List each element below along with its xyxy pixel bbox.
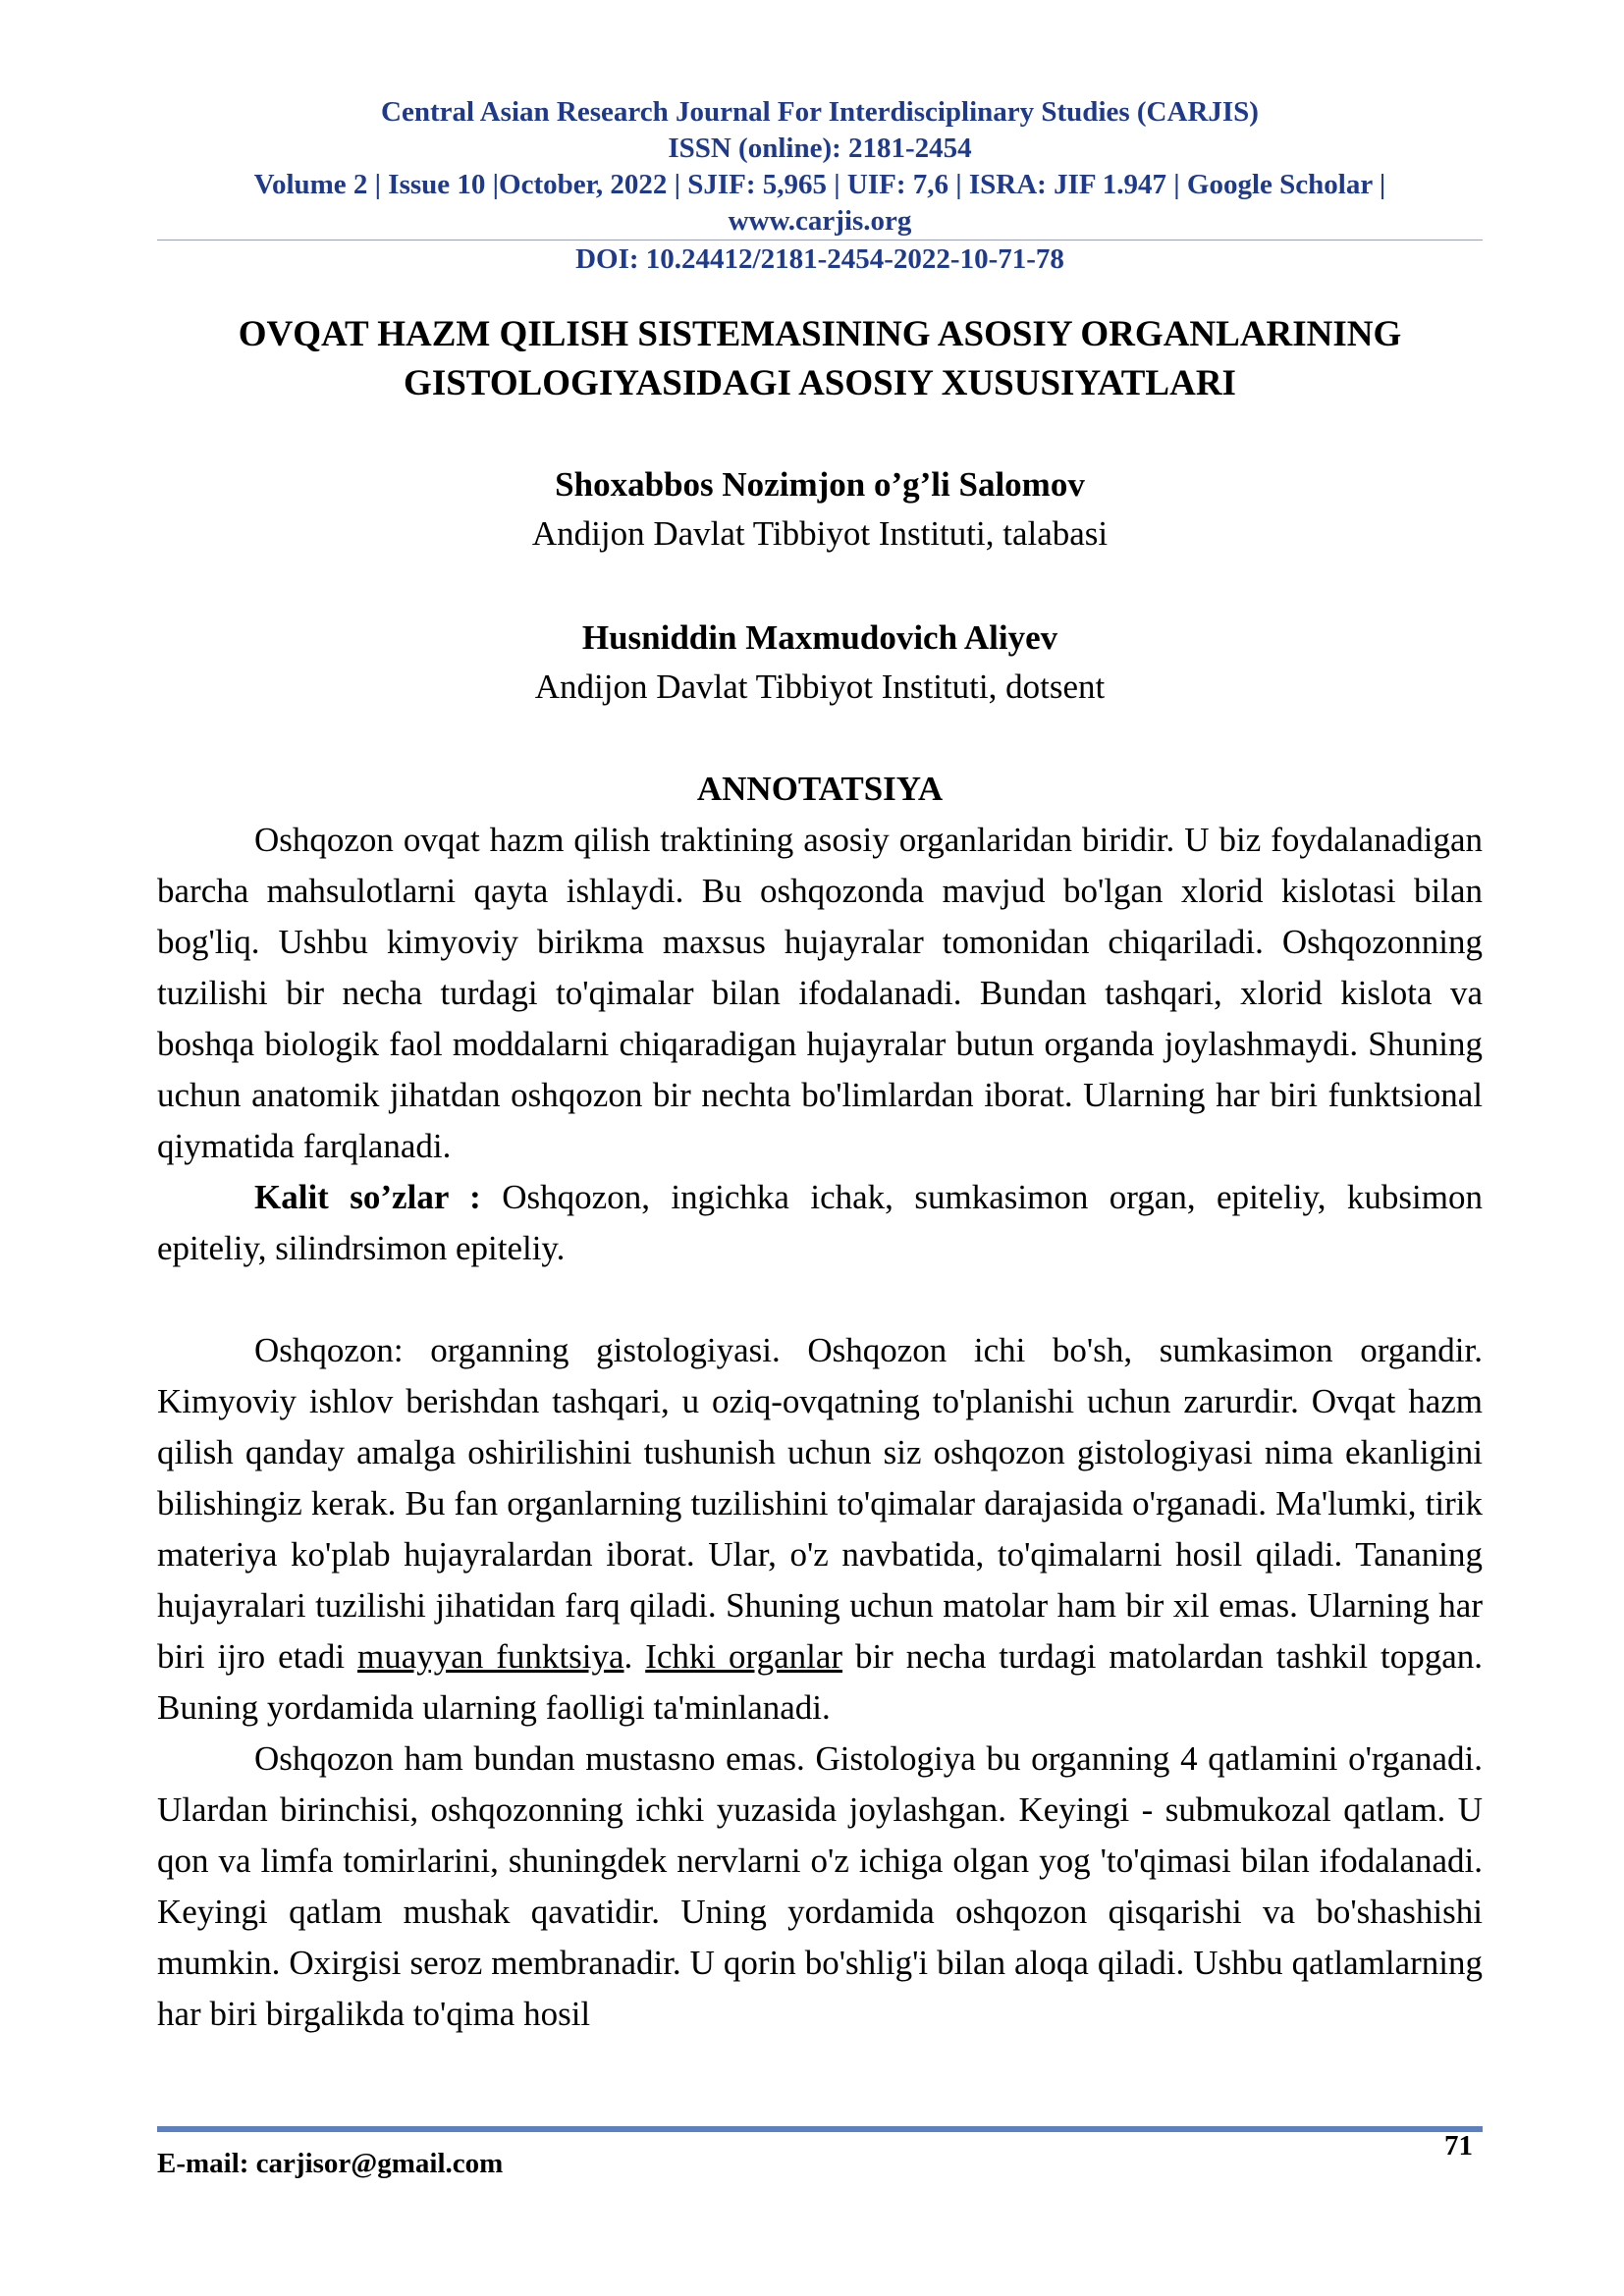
footer-divider xyxy=(157,2126,1483,2132)
keywords-paragraph xyxy=(157,1172,1483,1274)
title-line-2: GISTOLOGIYASIDAGI ASOSIY XUSUSIYATLARI xyxy=(404,363,1236,403)
doi[interactable]: DOI: 10.24412/2181-2454-2022-10-71-78 xyxy=(575,243,1064,275)
annotation-heading: ANNOTATSIYA xyxy=(696,770,944,808)
page-number: 71 xyxy=(1444,2130,1473,2162)
author-name: Husniddin Maxmudovich Aliyev xyxy=(581,618,1058,657)
title-line-1: OVQAT HAZM QILISH SISTEMASINING ASOSIY ORGANLARINING xyxy=(238,314,1402,354)
paper-body xyxy=(157,764,1483,2040)
paper-title xyxy=(157,310,1483,408)
keywords-list: Oshqozon, ingichka ichak, sumkasimon organ, epiteliy, kubsimon epiteliy, silindrsimon epiteliy. xyxy=(157,1178,1483,1267)
author-affiliation: Andijon Davlat Tibbiyot Instituti, dotsent xyxy=(534,667,1106,706)
author-name: Shoxabbos Nozimjon o’g’li Salomov xyxy=(555,465,1085,504)
author-1 xyxy=(157,460,1483,559)
link-ichki-organlar[interactable]: Ichki organlar xyxy=(645,1637,843,1676)
body-paragraph-1 xyxy=(157,1325,1483,1734)
author-2 xyxy=(157,614,1483,712)
paragraph-text: . xyxy=(623,1637,646,1676)
author-affiliation: Andijon Davlat Tibbiyot Instituti, talabasi xyxy=(531,514,1109,553)
journal-website[interactable]: www.carjis.org xyxy=(728,205,912,237)
body-paragraph-2: Oshqozon ham bundan mustasno emas. Gistologiya bu organning 4 qatlamini o'rganadi. Ulardan birinchisi, oshqozonning ichki yuzasida joylashgan. Keyingi - submukozal qatlam. U qon va limfa tomirlarini, shuningdek nervlarni o'z ichiga olgan yog 'to'qimasi bilan ifodalanadi. Keyingi qatlam mushak qavatidir. Uning yordamida oshqozon qisqarishi va bo'shashishi mumkin. Oxirgisi seroz membranadir. U qorin bo'shlig'i bilan aloqa qiladi. Ushbu qatlamlarning har biri birgalikda to'qima hosil xyxy=(157,1739,1483,2033)
annotation-text: Oshqozon ovqat hazm qilish traktining asosiy organlaridan biridir. U biz foydalanadigan barcha mahsulotlarni qayta ishlaydi. Bu oshqozonda mavjud bo'lgan xlorid kislotasi bilan bog'liq. Ushbu kimyoviy birikma maxsus hujayralar tomonidan chiqariladi. Oshqozonning tuzilishi bir necha turdagi to'qimalar bilan ifodalanadi. Bundan tashqari, xlorid kislota va boshqa biologik faol moddalarni chiqaradigan hujayralar butun organda joylashmaydi. Shuning uchun anatomik jihatdan oshqozon bir nechta bo'limlardan iborat. Ularning har biri funktsional qiymatida farqlanadi. xyxy=(157,821,1483,1165)
journal-name: Central Asian Research Journal For Interdisciplinary Studies (CARJIS) xyxy=(381,96,1259,128)
keywords-label: Kalit so’zlar : xyxy=(254,1178,481,1216)
link-muayyan-funktsiya[interactable]: muayyan funktsiya xyxy=(357,1637,624,1676)
section-gap xyxy=(157,1274,1483,1325)
journal-header xyxy=(157,94,1483,240)
paragraph-text: bir necha turdagi matolardan tashkil topgan. Buning yordamida ularning faolligi ta'minlanadi. xyxy=(157,1637,1484,1727)
journal-volume-info: Volume 2 | Issue 10 |October, 2022 | SJIF: 5,965 | UIF: 7,6 | ISRA: JIF 1.947 | Google Scholar | xyxy=(253,169,1386,200)
paragraph-text: Oshqozon: organning gistologiyasi. Oshqozon ichi bo'sh, sumkasimon organdir. Kimyoviy ishlov berishdan tashqari, u oziq-ovqatning to'planishi uchun zarurdir. Ovqat hazm qilish qanday amalga oshirilishini tushunish uchun siz oshqozon gistologiyasi nima ekanligini bilishingiz kerak. Bu fan organlarning tuzilishini to'qimalar darajasida o'rganadi. Ma'lumki, tirik materiya ko'plab hujayralardan iborat. Ular, o'z navbatida, to'qimalarni hosil qiladi. Tananing hujayralari tuzilishi jihatidan farq qiladi. Shuning uchun matolar ham bir xil emas. Ularning har biri ijro etadi xyxy=(157,1331,1483,1676)
journal-issn: ISSN (online): 2181-2454 xyxy=(668,133,972,164)
footer-email[interactable]: E-mail: carjisor@gmail.com xyxy=(157,2148,504,2179)
